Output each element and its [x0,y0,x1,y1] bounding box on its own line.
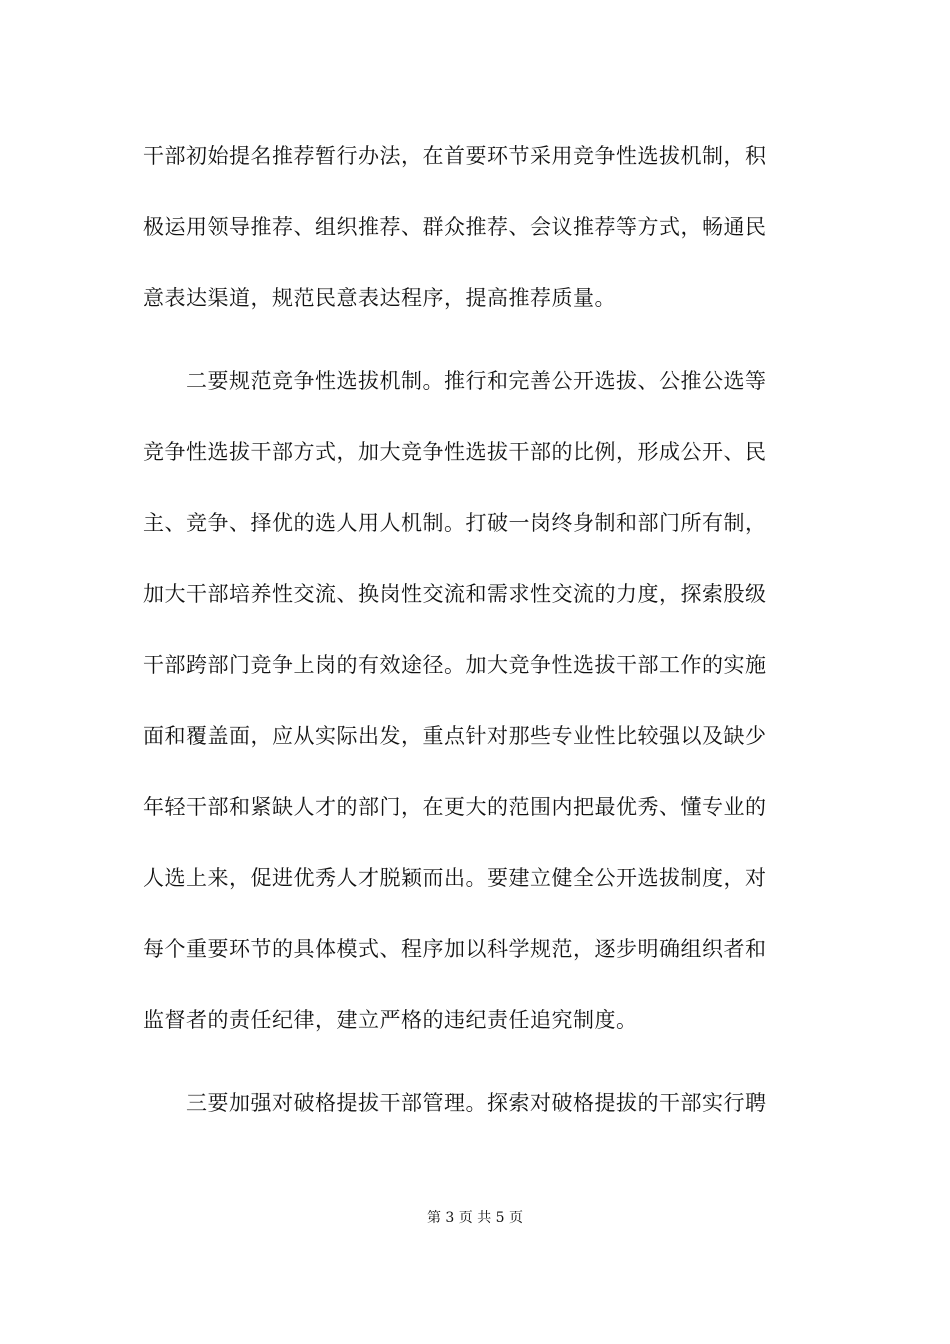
paragraph-start-line: 三要加强对破格提拔干部管理。探索对破格提拔的干部实行聘 [143,1091,767,1115]
text-line: 竞争性选拔干部方式，加大竞争性选拔干部的比例，形成公开、民 [143,440,767,464]
text-line: 干部初始提名推荐暂行办法，在首要环节采用竞争性选拔机制，积 [143,144,767,168]
text-line: 人选上来，促进优秀人才脱颖而出。要建立健全公开选拔制度，对 [143,866,767,890]
text-line: 主、竞争、择优的选人用人机制。打破一岗终身制和部门所有制， [143,511,767,535]
text-line: 监督者的责任纪律，建立严格的违纪责任追究制度。 [143,1008,638,1032]
text-line: 加大干部培养性交流、换岗性交流和需求性交流的力度，探索股级 [143,582,767,606]
page-number-text: 第 3 页 共 5 页 [426,1210,524,1226]
text-line: 意表达渠道，规范民意表达程序，提高推荐质量。 [143,286,616,310]
text-line: 年轻干部和紧缺人才的部门，在更大的范围内把最优秀、懂专业的 [143,795,767,819]
text-line: 面和覆盖面，应从实际出发，重点针对那些专业性比较强以及缺少 [143,724,767,748]
page-footer [0,1207,950,1227]
text-line: 极运用领导推荐、组织推荐、群众推荐、会议推荐等方式，畅通民 [143,215,767,239]
text-line: 每个重要环节的具体模式、程序加以科学规范，逐步明确组织者和 [143,937,767,961]
paragraph-start-line: 二要规范竞争性选拔机制。推行和完善公开选拔、公推公选等 [143,369,767,393]
text-line: 干部跨部门竞争上岗的有效途径。加大竞争性选拔干部工作的实施 [143,653,767,677]
